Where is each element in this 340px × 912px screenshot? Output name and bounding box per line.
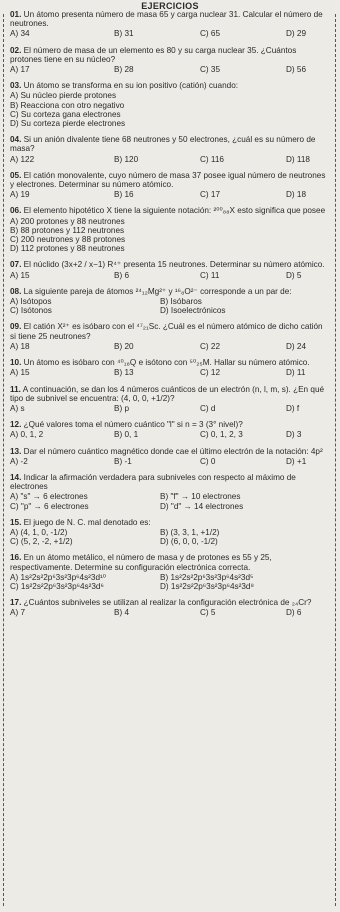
answer-option[interactable]: A) 15 [10,270,30,280]
question-number: 05. [10,170,22,180]
answer-option[interactable]: B) 20 [114,341,134,351]
question-number: 06. [10,206,22,216]
question-item [10,420,330,439]
question-item [10,260,330,279]
question-item [10,81,330,128]
question-item [10,473,330,511]
answer-option[interactable]: B) Reacciona con otro negativo [10,100,125,110]
answer-option[interactable]: C) 116 [200,154,224,164]
answer-option[interactable]: D) 112 protones y 88 neutrones [10,244,125,254]
answer-option[interactable]: A) (4, 1, 0, -1/2) [10,527,68,537]
answer-option[interactable]: B) "f" → 10 electrones [160,492,241,502]
answer-option[interactable]: D) +1 [286,456,307,466]
question-number: 15. [10,517,22,527]
question-stem [10,10,330,28]
question-stem [10,135,330,153]
answer-option[interactable]: D) 56 [286,65,307,75]
answer-options [10,217,330,254]
answer-option[interactable]: D) Isoelectrónicos [160,306,226,316]
answer-option[interactable]: B) 4 [114,608,130,618]
answer-option[interactable]: C) 0, 1, 2, 3 [200,430,243,440]
answer-option[interactable]: B) 28 [114,65,134,75]
answer-options [10,528,330,546]
answer-option[interactable]: A) 17 [10,65,30,75]
answer-option[interactable]: B) 0, 1 [114,430,139,440]
answer-option[interactable]: B) 31 [114,29,134,39]
answer-option[interactable]: C) 1s²2s²2p⁶3s²3p⁶4s²3d⁶ [10,581,104,591]
answer-option[interactable]: C) 17 [200,190,221,200]
answer-option[interactable]: C) 11 [200,270,220,280]
question-text: El número de masa de un elemento es 80 y su carga nuclear 35. ¿Cuántos protones tiene en su núcleo? [10,45,297,64]
answer-option[interactable]: B) 120 [114,154,139,164]
question-stem [10,385,330,403]
right-dashed-border [335,14,336,906]
answer-option[interactable]: D) f [286,403,300,413]
answer-option[interactable]: B) 13 [114,368,134,378]
question-text: ¿Cuántos subniveles se utilizan al realizar la configuración electrónica de ₂₄Cr? [23,598,312,608]
answer-options [10,155,330,164]
answer-option[interactable]: B) p [114,403,130,413]
question-text: El elemento hipotético X tiene la siguiente notación: ²⁰⁰₈₈X esto significa que posee [23,206,326,216]
answer-option[interactable]: C) Isótonos [10,306,52,316]
answer-option[interactable]: A) 34 [10,29,30,39]
page-title: EJERCICIOS [141,1,199,11]
answer-option[interactable]: D) 18 [286,190,307,200]
answer-option[interactable]: A) 0, 1, 2 [10,430,44,440]
answer-options [10,190,330,199]
question-number: 12. [10,420,22,430]
question-number: 11. [10,384,21,394]
question-stem [10,598,330,607]
question-item [10,287,330,316]
question-text: Un átomo es isóbaro con ⁴⁰₁₈Q e isótono con ⁵⁰₂₅M. Hallar su número atómico. [23,358,310,368]
answer-option[interactable]: D) 3 [286,430,302,440]
question-text: A continuación, se dan los 4 números cuánticos de un electrón (n, l, m, s). ¿En qué tipo de subnivel se encuentra: (4, 0, 0, +1/2)? [10,384,325,403]
question-item [10,322,330,351]
question-item [10,447,330,466]
question-stem [10,553,330,571]
answer-options [10,457,330,466]
answer-option[interactable]: D) "d" → 14 electrones [160,501,244,511]
answer-option[interactable]: D) 6 [286,608,302,618]
answer-option[interactable]: B) 1s²2s²2p⁶3s²3p⁶4s²3d⁵ [160,572,254,582]
question-stem [10,171,330,189]
answer-option[interactable]: C) (5, 2, -2, +1/2) [10,537,73,547]
answer-options [10,492,330,510]
answer-options [10,65,330,74]
question-stem [10,260,330,269]
question-number: 10. [10,358,22,368]
answer-option[interactable]: D) (6, 0, 0, -1/2) [160,537,218,547]
answer-options [10,342,330,351]
answer-option[interactable]: D) 29 [286,29,307,39]
question-item [10,358,330,377]
answer-option[interactable]: D) 24 [286,341,307,351]
question-text: La siguiente pareja de átomos ²⁴₁₂Mg²⁺ y ¹⁶₈O²⁻ corresponde a un par de: [23,286,292,296]
question-stem [10,322,330,340]
answer-option[interactable]: C) 0 [200,456,216,466]
question-item [10,135,330,164]
answer-option[interactable]: B) -1 [114,456,132,466]
question-item [10,518,330,547]
question-number: 03. [10,81,22,91]
question-number: 16. [10,553,22,563]
answer-option[interactable]: A) 19 [10,190,30,200]
left-dashed-border [3,14,4,906]
answer-options [10,29,330,38]
answer-option[interactable]: A) -2 [10,456,28,466]
answer-option[interactable]: C) "p" → 6 electrones [10,501,89,511]
question-number: 01. [10,10,22,19]
question-text: Un átomo presenta número de masa 65 y carga nuclear 31. Calcular el número de neutrones. [10,10,323,29]
question-number: 13. [10,446,22,456]
answer-option[interactable]: A) 7 [10,608,26,618]
question-number: 14. [10,472,22,482]
answer-option[interactable]: B) Isóbaros [160,297,202,307]
question-text: Indicar la afirmación verdadera para subniveles con respecto al máximo de electrones [10,472,296,492]
answer-options [10,608,330,617]
question-text: El catión monovalente, cuyo número de masa 37 posee igual número de neutrones y electrones. Determinar su número atómico. [10,170,326,190]
question-number: 08. [10,286,22,296]
answer-options [10,573,330,591]
answer-option[interactable]: A) "s" → 6 electrones [10,492,88,502]
answer-option[interactable]: C) 35 [200,65,221,75]
question-item [10,10,330,39]
question-stem [10,358,330,367]
answer-option[interactable]: C) 12 [200,368,221,378]
answer-option[interactable]: B) 16 [114,190,134,200]
answer-option[interactable]: D) 11 [286,368,306,378]
question-text: El núclido (3x+2 / x−1) R⁴⁺ presenta 15 neutrones. Determinar su número atómico. [23,260,325,270]
question-stem [10,518,330,527]
answer-option[interactable]: C) Su corteza gana electrones [10,109,121,119]
answer-option[interactable]: C) 200 neutrones y 88 protones [10,235,126,245]
questions-list [10,10,330,625]
question-item [10,553,330,591]
question-text: Un átomo se transforma en su ion positivo (catión) cuando: [23,81,239,91]
answer-option[interactable]: B) 6 [114,270,130,280]
question-stem [10,420,330,429]
question-item [10,598,330,617]
question-stem [10,447,330,456]
question-item [10,46,330,75]
question-text: ¿Qué valores toma el número cuántico "l" si n = 3 (3° nivel)? [23,420,243,430]
answer-option[interactable]: B) 88 protones y 112 neutrones [10,225,125,235]
answer-option[interactable]: D) 5 [286,270,302,280]
answer-option[interactable]: A) 18 [10,341,30,351]
question-item [10,171,330,200]
answer-options [10,430,330,439]
answer-option[interactable]: B) (3, 3, 1, +1/2) [160,527,220,537]
question-number: 04. [10,135,22,145]
answer-options [10,368,330,377]
answer-options [10,297,330,315]
question-number: 09. [10,322,22,332]
answer-option[interactable]: A) 15 [10,368,30,378]
answer-option[interactable]: A) s [10,403,25,413]
question-text: El catión X²⁺ es isóbaro con el ⁴⁷₂₁Sc. ¿Cuál es el número atómico de dicho catión si tiene 25 neutrones? [10,322,323,341]
answer-option[interactable]: C) 5 [200,608,216,618]
answer-option[interactable]: D) 118 [286,154,310,164]
answer-option[interactable]: A) Isótopos [10,297,52,307]
answer-option[interactable]: A) 1s²2s²2p⁶3s²3p⁶4s²3d¹⁰ [10,572,107,582]
question-number: 02. [10,45,22,55]
answer-options [10,271,330,280]
answer-option[interactable]: C) d [200,403,216,413]
question-stem [10,206,330,215]
question-stem [10,473,330,491]
question-item [10,385,330,414]
question-text: Dar el número cuántico magnético donde cae el último electrón de la notación: 4p² [23,446,323,456]
question-number: 17. [10,598,22,608]
answer-option[interactable]: D) 1s²2s²2p⁶3s²3p⁶4s²3d⁸ [160,581,254,591]
answer-option[interactable]: D) Su corteza pierde electrones [10,119,126,129]
question-text: El juego de N. C. mal denotado es: [23,517,151,527]
answer-options [10,404,330,413]
answer-options [10,91,330,128]
answer-option[interactable]: C) 22 [200,341,221,351]
question-stem [10,287,330,296]
answer-option[interactable]: A) Su núcleo pierde protones [10,91,117,101]
answer-option[interactable]: C) 65 [200,29,221,39]
question-number: 07. [10,260,22,270]
question-text: Si un anión divalente tiene 68 neutrones y 50 electrones, ¿cuál es su número de masa? [10,135,316,154]
answer-option[interactable]: A) 200 protones y 88 neutrones [10,216,125,226]
answer-option[interactable]: A) 122 [10,154,35,164]
question-stem [10,46,330,64]
question-stem [10,81,330,90]
question-item [10,206,330,253]
question-text: En un átomo metálico, el número de masa y de protones es 55 y 25, respectivamente. Determine su configuración electrónica correcta. [10,553,272,572]
